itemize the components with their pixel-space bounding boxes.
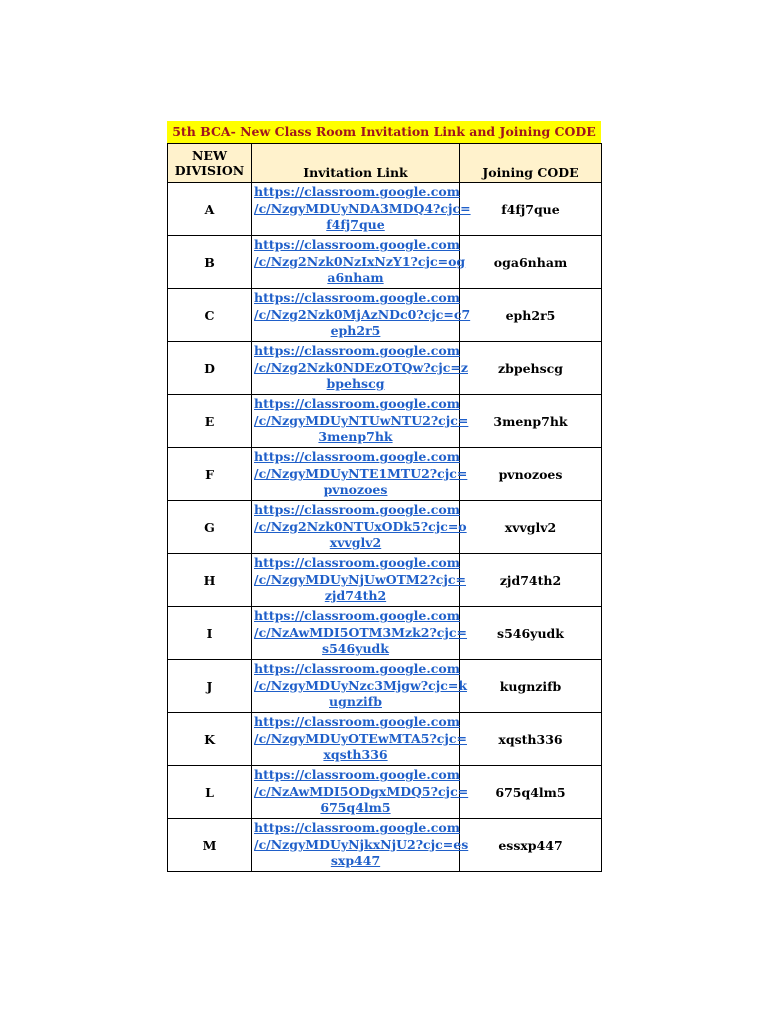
invitation-link[interactable]: [252, 501, 467, 554]
invitation-link-line[interactable]: ugnzifb: [329, 694, 382, 710]
invitation-link-line[interactable]: https://classroom.google.com: [254, 661, 460, 677]
invitation-link-line[interactable]: https://classroom.google.com: [254, 396, 460, 412]
division-cell: K: [168, 713, 252, 766]
division-cell: E: [168, 395, 252, 448]
invitation-link-line[interactable]: xqsth336: [323, 747, 388, 763]
invitation-link-line[interactable]: https://classroom.google.com: [254, 290, 460, 306]
division-cell: B: [168, 236, 252, 289]
invitation-link[interactable]: [252, 660, 468, 713]
invitation-link-line[interactable]: https://classroom.google.com: [254, 767, 460, 783]
invitation-link-line[interactable]: /c/NzgyMDUyNzc3Mjgw?cjc=k: [254, 677, 468, 693]
invitation-link-line[interactable]: /c/NzgyMDUyNTUwNTU2?cjc=: [254, 412, 469, 428]
invitation-link[interactable]: [252, 448, 468, 501]
invitation-link-line[interactable]: /c/NzgyMDUyNTE1MTU2?cjc=: [254, 465, 468, 481]
invitation-link[interactable]: [252, 236, 466, 289]
joining-code-cell: zbpehscg: [460, 342, 602, 395]
division-cell: L: [168, 766, 252, 819]
table-row: [168, 819, 602, 872]
invitation-link-line[interactable]: /c/NzgyMDUyNjUwOTM2?cjc=: [254, 571, 466, 587]
invitation-link[interactable]: [252, 395, 469, 448]
invitation-link[interactable]: [252, 183, 471, 236]
invitation-link-line[interactable]: https://classroom.google.com: [254, 502, 460, 518]
invitation-link-line[interactable]: sxp447: [330, 853, 381, 869]
joining-code-cell: oga6nham: [460, 236, 602, 289]
joining-code-cell: 675q4lm5: [460, 766, 602, 819]
table-row: [168, 448, 602, 501]
table-row: [168, 766, 602, 819]
invitation-link-line[interactable]: pvnozoes: [323, 482, 388, 498]
invitation-link-line[interactable]: https://classroom.google.com: [254, 343, 460, 359]
invitation-link-line[interactable]: /c/NzAwMDI5ODgxMDQ5?cjc=: [254, 783, 469, 799]
invitation-link-line[interactable]: 675q4lm5: [320, 800, 391, 816]
joining-code-cell: xqsth336: [460, 713, 602, 766]
invitation-link[interactable]: [252, 713, 467, 766]
invitation-link-line[interactable]: https://classroom.google.com: [254, 184, 460, 200]
invitation-link-line[interactable]: https://classroom.google.com: [254, 555, 460, 571]
invitation-link[interactable]: [252, 819, 469, 872]
invitation-link-line[interactable]: /c/Nzg2Nzk0NDEzOTQw?cjc=z: [254, 359, 468, 375]
invitation-link[interactable]: [252, 554, 466, 607]
header-invitation-link: Invitation Link: [252, 144, 460, 183]
division-cell: I: [168, 607, 252, 660]
invitation-link-line[interactable]: https://classroom.google.com: [254, 237, 460, 253]
division-cell: A: [168, 183, 252, 236]
division-cell: G: [168, 501, 252, 554]
table-row: [168, 501, 602, 554]
invitation-link-line[interactable]: 3menp7hk: [318, 429, 393, 445]
invitation-link[interactable]: [252, 766, 469, 819]
invitation-link-line[interactable]: /c/Nzg2Nzk0MjAzNDc0?cjc=c7: [254, 306, 471, 322]
division-cell: H: [168, 554, 252, 607]
invitation-link-line[interactable]: bpehscg: [326, 376, 385, 392]
joining-code-cell: xvvglv2: [460, 501, 602, 554]
joining-code-cell: s546yudk: [460, 607, 602, 660]
division-cell: F: [168, 448, 252, 501]
invitation-link[interactable]: [252, 607, 468, 660]
invitation-link-line[interactable]: /c/Nzg2Nzk0NzIxNzY1?cjc=og: [254, 253, 466, 269]
header-joining-code: Joining CODE: [460, 144, 602, 183]
table-row: [168, 607, 602, 660]
invitation-link-line[interactable]: s546yudk: [322, 641, 389, 657]
header-division-line1: NEW: [192, 148, 227, 163]
invitation-link-line[interactable]: /c/NzgyMDUyNDA3MDQ4?cjc=: [254, 200, 471, 216]
table-row: [168, 660, 602, 713]
invitation-table: [167, 143, 602, 872]
invitation-link[interactable]: [252, 342, 468, 395]
invitation-link-line[interactable]: /c/NzgyMDUyNjkxNjU2?cjc=es: [254, 836, 469, 852]
invitation-link-line[interactable]: eph2r5: [330, 323, 381, 339]
invitation-link-line[interactable]: https://classroom.google.com: [254, 820, 460, 836]
joining-code-cell: essxp447: [460, 819, 602, 872]
invitation-link-line[interactable]: /c/NzgyMDUyOTEwMTA5?cjc=: [254, 730, 467, 746]
header-division-line2: DIVISION: [174, 163, 245, 178]
joining-code-cell: 3menp7hk: [460, 395, 602, 448]
invitation-link-line[interactable]: https://classroom.google.com: [254, 714, 460, 730]
invitation-link-line[interactable]: https://classroom.google.com: [254, 608, 460, 624]
table-row: [168, 713, 602, 766]
joining-code-cell: pvnozoes: [460, 448, 602, 501]
invitation-link-line[interactable]: xvvglv2: [329, 535, 382, 551]
invitation-link-line[interactable]: a6nham: [327, 270, 384, 286]
header-division: [168, 144, 252, 183]
division-cell: J: [168, 660, 252, 713]
joining-code-cell: kugnzifb: [460, 660, 602, 713]
invitation-link[interactable]: [252, 289, 471, 342]
invitation-link-line[interactable]: zjd74th2: [324, 588, 387, 604]
header-row: [168, 144, 602, 183]
invitation-link-line[interactable]: /c/Nzg2Nzk0NTUxODk5?cjc=o: [254, 518, 467, 534]
table-row: [168, 342, 602, 395]
table-row: [168, 289, 602, 342]
division-cell: M: [168, 819, 252, 872]
table-row: [168, 183, 602, 236]
invitation-link-line[interactable]: /c/NzAwMDI5OTM3Mzk2?cjc=: [254, 624, 468, 640]
invitation-sheet: [167, 121, 601, 872]
division-cell: D: [168, 342, 252, 395]
joining-code-cell: zjd74th2: [460, 554, 602, 607]
invitation-link-line[interactable]: f4fj7que: [326, 217, 385, 233]
division-cell: C: [168, 289, 252, 342]
sheet-title: 5th BCA- New Class Room Invitation Link and Joining CODE: [167, 121, 601, 143]
table-row: [168, 395, 602, 448]
joining-code-cell: eph2r5: [460, 289, 602, 342]
joining-code-cell: f4fj7que: [460, 183, 602, 236]
table-row: [168, 554, 602, 607]
table-row: [168, 236, 602, 289]
invitation-link-line[interactable]: https://classroom.google.com: [254, 449, 460, 465]
